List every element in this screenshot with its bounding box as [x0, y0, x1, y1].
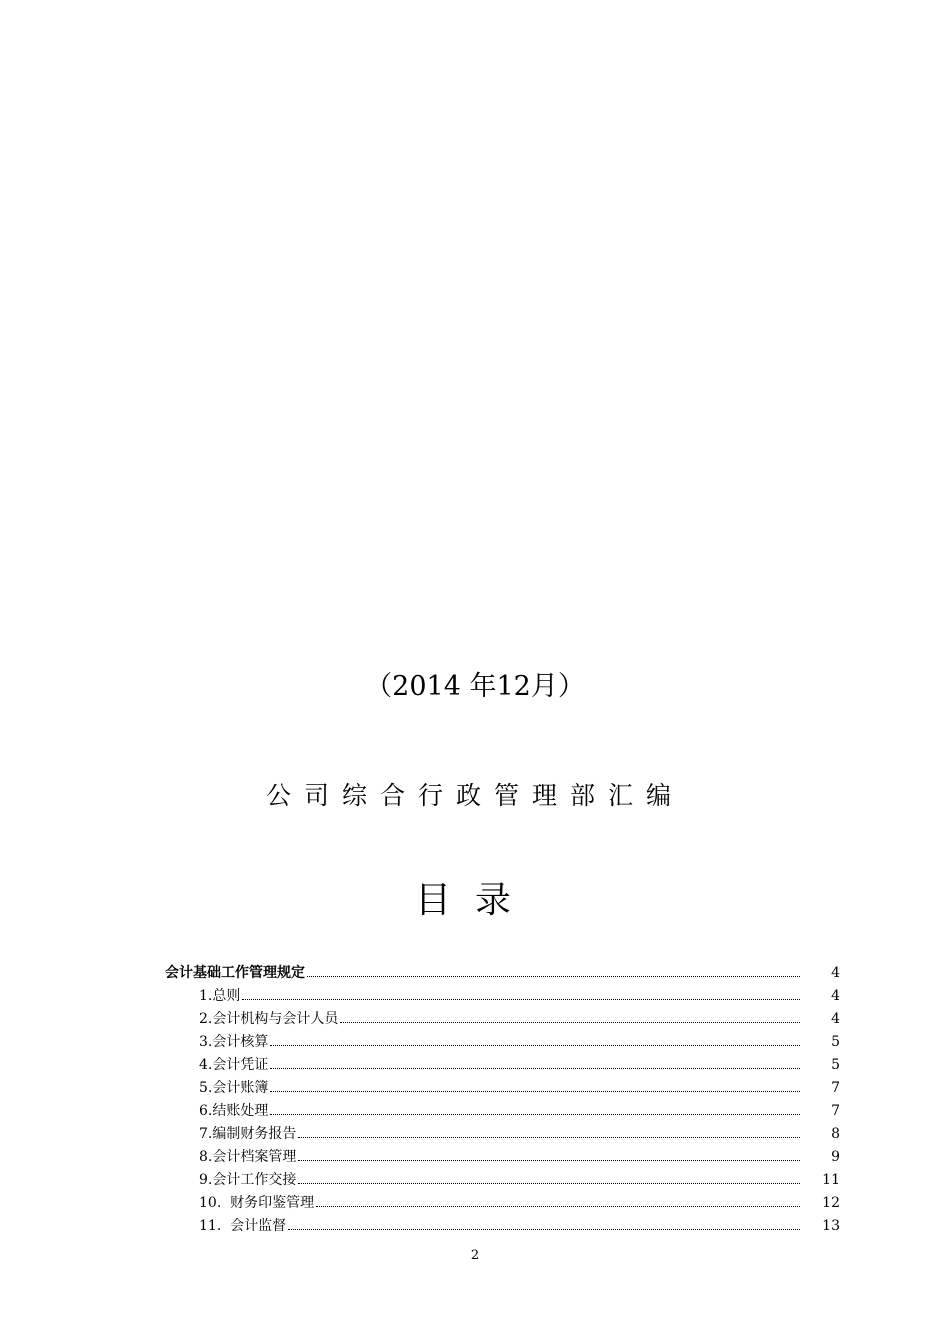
toc-entry[interactable] — [165, 1123, 840, 1146]
toc-dot-leader — [270, 1091, 800, 1092]
toc-dot-leader — [270, 1114, 800, 1115]
toc-entry-page: 4 — [831, 1011, 840, 1027]
toc-entry-page: 11 — [822, 1172, 840, 1188]
toc-entry-label: 会计基础工作管理规定 — [165, 965, 305, 981]
toc-dot-leader — [298, 1160, 800, 1161]
toc-entry-page: 7 — [831, 1103, 840, 1119]
toc-entry-label: 3.会计核算 — [199, 1034, 269, 1050]
table-of-contents — [165, 962, 840, 1238]
toc-entry[interactable] — [165, 1192, 840, 1215]
toc-entry-label: 1.总则 — [199, 988, 241, 1004]
toc-dot-leader — [340, 1022, 800, 1023]
toc-entry-page: 8 — [831, 1126, 840, 1142]
toc-dot-leader — [270, 1068, 800, 1069]
toc-entry-label: 5.会计账簿 — [199, 1080, 269, 1096]
toc-entry-label: 11. 会计监督 — [199, 1218, 287, 1234]
toc-entry-page: 13 — [822, 1218, 840, 1234]
toc-entry[interactable] — [165, 1054, 840, 1077]
toc-entry-page: 5 — [831, 1034, 840, 1050]
toc-dot-leader — [298, 1137, 800, 1138]
toc-title: 目录 — [414, 880, 535, 921]
toc-entry-page: 12 — [822, 1195, 840, 1211]
toc-entry-label: 9.会计工作交接 — [199, 1172, 297, 1188]
toc-entry-page: 4 — [831, 965, 840, 981]
toc-dot-leader — [298, 1183, 800, 1184]
toc-entry-label: 2.会计机构与会计人员 — [199, 1011, 339, 1027]
toc-entry-label: 8.会计档案管理 — [199, 1149, 297, 1165]
toc-entry[interactable] — [165, 1215, 840, 1238]
toc-entry-label: 4.会计凭证 — [199, 1057, 269, 1073]
toc-entry-label: 6.结账处理 — [199, 1103, 269, 1119]
toc-entry-page: 5 — [831, 1057, 840, 1073]
document-date: （2014 年12月） — [365, 671, 585, 702]
toc-entry[interactable] — [165, 1008, 840, 1031]
toc-dot-leader — [270, 1045, 800, 1046]
toc-dot-leader — [288, 1229, 800, 1230]
toc-entry[interactable] — [165, 985, 840, 1008]
toc-entry-page: 9 — [831, 1149, 840, 1165]
toc-dot-leader — [242, 999, 800, 1000]
toc-entry-page: 7 — [831, 1080, 840, 1096]
toc-entry[interactable] — [165, 1169, 840, 1192]
organization-title: 公司综合行政管理部汇编 — [265, 781, 684, 810]
toc-entry-label: 7.编制财务报告 — [199, 1126, 297, 1142]
toc-entry[interactable] — [165, 1100, 840, 1123]
toc-entry-label: 10. 财务印鉴管理 — [199, 1195, 315, 1211]
page-number: 2 — [470, 1248, 480, 1263]
toc-entry[interactable] — [165, 1146, 840, 1169]
toc-dot-leader — [307, 976, 800, 977]
toc-entry[interactable] — [165, 1077, 840, 1100]
toc-entry[interactable] — [165, 962, 840, 985]
toc-entry-page: 4 — [831, 988, 840, 1004]
toc-dot-leader — [316, 1206, 800, 1207]
toc-entry[interactable] — [165, 1031, 840, 1054]
